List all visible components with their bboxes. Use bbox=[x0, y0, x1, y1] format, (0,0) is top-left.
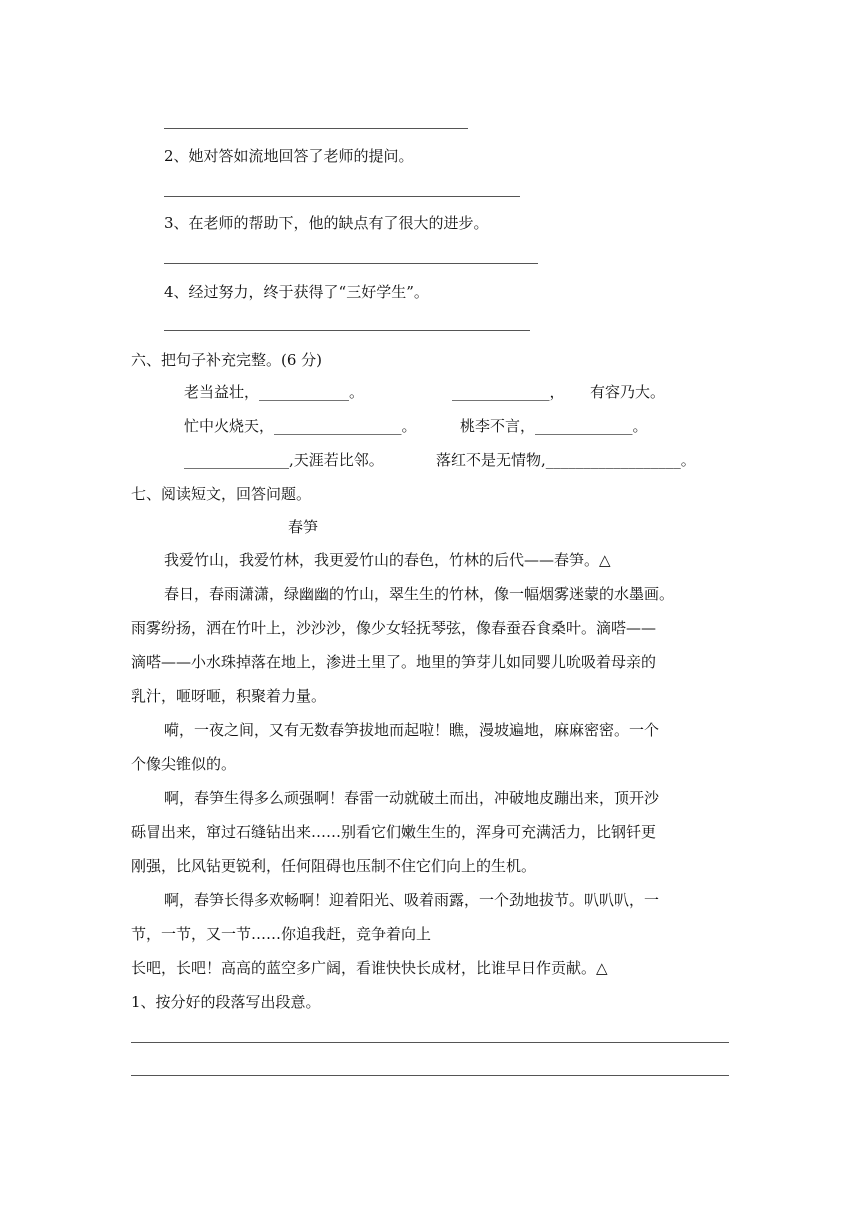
passage-p5-line1: 啊，春笋长得多欢畅啊！迎着阳光、吸着雨露，一个劲地拔节。叭叭叭，一 bbox=[164, 891, 660, 909]
fill-blank-row-1a: 老当益壮，____________。 bbox=[184, 383, 365, 401]
section-7-heading: 七、阅读短文，回答问题。 bbox=[131, 485, 312, 503]
passage-p2-line2: 雨雾纷扬，洒在竹叶上，沙沙沙，像少女轻抚琴弦，像春蚕吞食桑叶。滴嗒—— bbox=[131, 619, 657, 637]
passage-p2-line3: 滴嗒——小水珠掉落在地上，渗进土里了。地里的笋芽儿如同婴儿吮吸着母亲的 bbox=[131, 653, 657, 671]
passage-p3-line2: 个像尖锥似的。 bbox=[131, 755, 237, 773]
fill-blank-row-2b: 桃李不言，_____________。 bbox=[460, 417, 648, 435]
fill-blank-row-1c: 有容乃大。 bbox=[590, 383, 666, 401]
answer-line-4[interactable] bbox=[164, 330, 530, 331]
passage-p5-line3: 长吧，长吧！高高的蓝空多广阔，看谁快快长成材，比谁早日作贡献。△ bbox=[131, 959, 608, 977]
section-6-heading: 六、把句子补充完整。(6 分) bbox=[131, 351, 323, 369]
passage-p3-line1: 嗬，一夜之间，又有无数春笋拔地而起啦！瞧，漫坡遍地，麻麻密密。一个 bbox=[164, 721, 660, 739]
passage-p4-line2: 砾冒出来，窜过石缝钻出来……别看它们嫩生生的，浑身可充满活力，比钢钎更 bbox=[131, 823, 657, 841]
passage-p4-line1: 啊，春笋生得多么顽强啊！春雷一动就破土而出，冲破地皮蹦出来，顶开沙 bbox=[164, 789, 660, 807]
answer-line-5[interactable] bbox=[131, 1042, 729, 1043]
passage-p2-line1: 春日，春雨潇潇，绿幽幽的竹山，翠生生的竹林，像一幅烟雾迷蒙的水墨画。 bbox=[164, 585, 675, 603]
fill-blank-row-2a: 忙中火烧天，_________________。 bbox=[184, 417, 417, 435]
question-3: 3、在老师的帮助下，他的缺点有了很大的进步。 bbox=[164, 214, 489, 232]
question-4: 4、经过努力，终于获得了“三好学生”。 bbox=[164, 283, 429, 301]
passage-title: 春笋 bbox=[288, 518, 319, 536]
answer-line-1[interactable] bbox=[164, 128, 468, 129]
answer-line-6[interactable] bbox=[131, 1075, 729, 1076]
fill-blank-row-1b: _____________， bbox=[452, 383, 565, 401]
passage-p5-line2: 节，一节，又一节……你追我赶，竞争着向上 bbox=[131, 925, 432, 943]
answer-line-3[interactable] bbox=[164, 263, 538, 264]
passage-p4-line3: 刚强，比风钻更锐利，任何阻碍也压制不住它们向上的生机。 bbox=[131, 857, 537, 875]
question-2: 2、她对答如流地回答了老师的提问。 bbox=[164, 147, 414, 165]
answer-line-2[interactable] bbox=[164, 196, 520, 197]
fill-blank-row-3b: 落红不是无情物,__________________。 bbox=[436, 451, 696, 469]
question-1: 1、按分好的段落写出段意。 bbox=[131, 993, 321, 1011]
passage-p2-line4: 乳汁，咂呀咂，积聚着力量。 bbox=[131, 687, 327, 705]
fill-blank-row-3a: ______________,天涯若比邻。 bbox=[184, 451, 384, 469]
passage-p1: 我爱竹山，我爱竹林，我更爱竹山的春色，竹林的后代——春笋。△ bbox=[164, 551, 611, 569]
